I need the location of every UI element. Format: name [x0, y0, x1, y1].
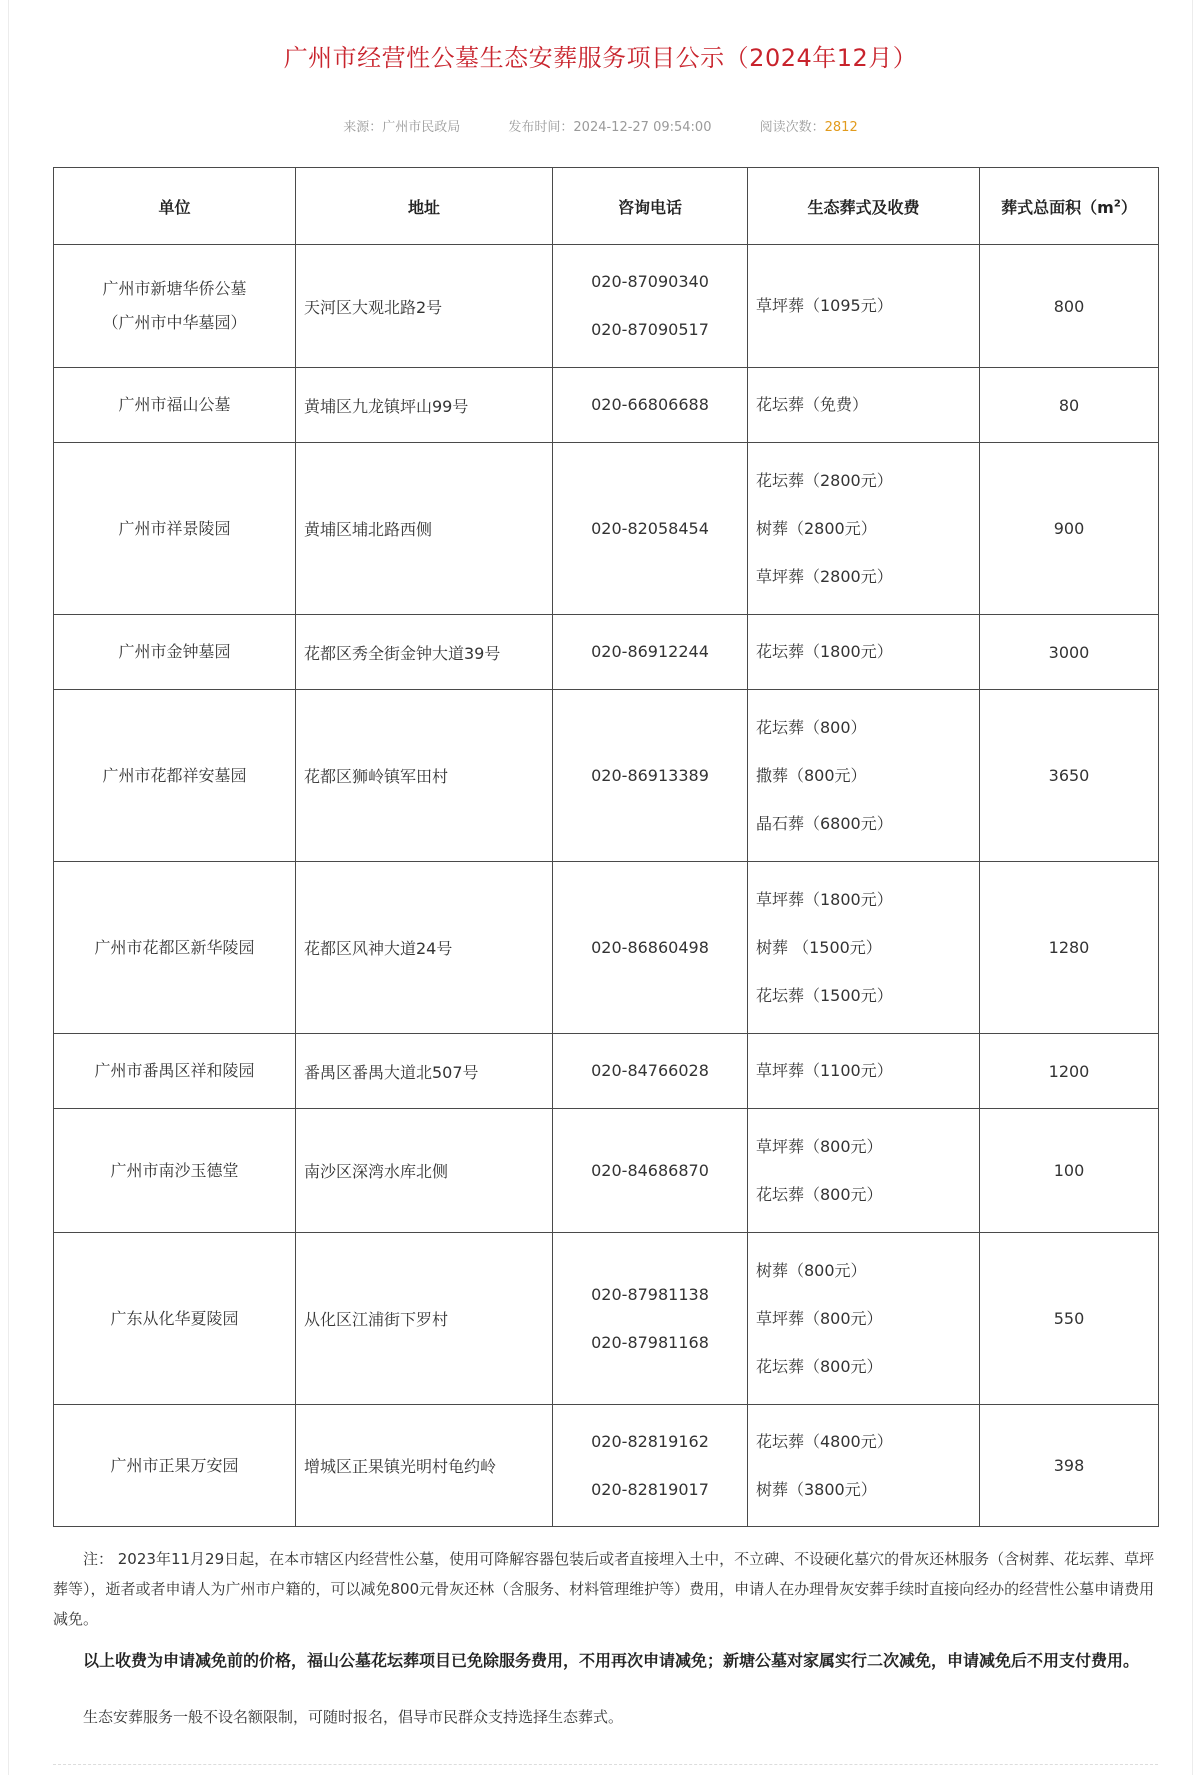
fee-cell	[748, 1034, 980, 1109]
phone-number: 020-87981168	[591, 1332, 709, 1352]
header-area-prefix: 葬式总面积（m	[1001, 197, 1114, 217]
publish-time: 发布时间：2024-12-27 09:54:00	[508, 120, 712, 135]
address-cell: 番禺区番禺大道北507号	[296, 1034, 553, 1109]
fee-cell	[748, 368, 980, 443]
table-row	[54, 1405, 1159, 1527]
unit-cell	[54, 1109, 296, 1233]
area-cell: 80	[980, 368, 1159, 443]
fee-cell	[748, 615, 980, 690]
read-count-label: 阅读次数：	[759, 120, 825, 135]
header-unit: 单位	[54, 168, 296, 245]
fee-cell	[748, 443, 980, 615]
policy-note: 注： 2023年11月29日起，在本市辖区内经营性公墓，使用可降解容器包装后或者直接埋入土中，不立碑、不设硬化墓穴的骨灰还林服务（含树葬、花坛葬、草坪葬等），逝者或者申请人为广州市户籍的，可以减免800元骨灰还林（含服务、材料管理维护等）费用，申请人在办理骨灰安葬手续时直接向经办的经营性公墓申请费用减免。	[53, 1550, 1155, 1628]
table-header-row	[54, 168, 1159, 245]
unit-name: 广东从化华夏陵园	[110, 1308, 239, 1328]
phone-cell	[553, 862, 748, 1034]
area-cell: 550	[980, 1233, 1159, 1405]
address-cell: 天河区大观北路2号	[296, 245, 553, 368]
unit-cell	[54, 1233, 296, 1405]
area-cell: 1200	[980, 1034, 1159, 1109]
table-row	[54, 862, 1159, 1034]
phone-number: 020-82819017	[591, 1479, 709, 1499]
fee-cell	[748, 1405, 980, 1527]
article-meta	[0, 116, 1201, 135]
address-cell: 花都区风神大道24号	[296, 862, 553, 1034]
fee-item: 花坛葬（2800元）	[756, 470, 893, 490]
fee-item: 花坛葬（800元）	[756, 1356, 883, 1376]
unit-cell	[54, 245, 296, 368]
unit-cell	[54, 1405, 296, 1527]
unit-cell	[54, 862, 296, 1034]
unit-name: 广州市福山公墓	[118, 395, 231, 414]
phone-cell	[553, 1405, 748, 1527]
unit-cell	[54, 1034, 296, 1109]
fee-item: 树葬（3800元）	[756, 1479, 877, 1499]
fee-item: 树葬（800元）	[756, 1260, 867, 1280]
closing-note: 生态安葬服务一般不设名额限制，可随时报名，倡导市民群众支持选择生态葬式。	[83, 1708, 624, 1726]
unit-name: 广州市祥景陵园	[118, 518, 231, 538]
fee-cell	[748, 690, 980, 862]
phone-number: 020-84766028	[591, 1061, 709, 1080]
address-cell: 增城区正果镇光明村龟约岭	[296, 1405, 553, 1527]
phone-number: 020-87090340	[591, 272, 709, 291]
area-cell: 1280	[980, 862, 1159, 1034]
phone-cell	[553, 368, 748, 443]
phone-number: 020-82058454	[591, 518, 709, 538]
fee-item: 花坛葬（1800元）	[756, 642, 893, 661]
table-row	[54, 245, 1159, 368]
header-service: 生态葬式及收费	[748, 168, 980, 245]
fee-cell	[748, 1109, 980, 1233]
table-row	[54, 690, 1159, 862]
fee-item: 花坛葬（800元）	[756, 1184, 883, 1204]
fee-item: 花坛葬（免费）	[756, 395, 869, 414]
fee-item: 草坪葬（1100元）	[756, 1061, 893, 1080]
service-table	[53, 167, 1159, 1527]
area-cell: 800	[980, 245, 1159, 368]
unit-name: 广州市南沙玉德堂	[110, 1160, 239, 1180]
area-cell: 100	[980, 1109, 1159, 1233]
fee-item: 草坪葬（1800元）	[756, 889, 893, 909]
unit-name: 广州市新塘华侨公墓	[102, 279, 247, 298]
phone-number: 020-87981138	[591, 1284, 709, 1304]
fee-cell	[748, 1233, 980, 1405]
phone-number: 020-86913389	[591, 765, 709, 785]
fee-cell	[748, 245, 980, 368]
fee-item: 撒葬（800元）	[756, 765, 867, 785]
phone-cell	[553, 1034, 748, 1109]
table-row	[54, 1233, 1159, 1405]
phone-number: 020-66806688	[591, 395, 709, 414]
fee-item: 草坪葬（1095元）	[756, 296, 893, 315]
phone-number: 020-82819162	[591, 1431, 709, 1451]
bottom-divider	[53, 1764, 1158, 1765]
address-cell: 南沙区深湾水库北侧	[296, 1109, 553, 1233]
address-cell: 从化区江浦街下罗村	[296, 1233, 553, 1405]
unit-name: 广州市正果万安园	[110, 1455, 239, 1475]
phone-number: 020-84686870	[591, 1160, 709, 1180]
fee-item: 花坛葬（4800元）	[756, 1431, 893, 1451]
phone-cell	[553, 615, 748, 690]
phone-number: 020-86860498	[591, 937, 709, 957]
fee-item: 树葬 （1500元）	[756, 937, 882, 957]
fee-item: 草坪葬（800元）	[756, 1308, 883, 1328]
address-cell: 花都区狮岭镇军田村	[296, 690, 553, 862]
price-note: 以上收费为申请减免前的价格，福山公墓花坛葬项目已免除服务费用，不用再次申请减免；新塘公墓对家属实行二次减免，申请减免后不用支付费用。	[83, 1651, 1140, 1670]
fee-item: 草坪葬（2800元）	[756, 566, 893, 586]
phone-cell	[553, 1233, 748, 1405]
read-count-value: 2812	[824, 120, 858, 135]
area-cell: 398	[980, 1405, 1159, 1527]
unit-cell	[54, 368, 296, 443]
fee-item: 草坪葬（800元）	[756, 1136, 883, 1156]
fee-cell	[748, 862, 980, 1034]
phone-cell	[553, 1109, 748, 1233]
phone-cell	[553, 690, 748, 862]
unit-cell	[54, 443, 296, 615]
phone-number: 020-86912244	[591, 642, 709, 661]
fee-item: 树葬（2800元）	[756, 518, 877, 538]
fee-item: 花坛葬（800）	[756, 717, 867, 737]
page-title: 广州市经营性公墓生态安葬服务项目公示（2024年12月）	[283, 44, 918, 72]
header-area-sup: 2	[1113, 198, 1121, 210]
address-cell: 花都区秀全街金钟大道39号	[296, 615, 553, 690]
phone-number: 020-87090517	[591, 320, 709, 339]
address-cell: 黄埔区九龙镇坪山99号	[296, 368, 553, 443]
table-row	[54, 443, 1159, 615]
header-phone: 咨询电话	[553, 168, 748, 245]
source-label: 来源：广州市民政局	[343, 120, 461, 135]
header-area	[980, 168, 1159, 245]
unit-name: 广州市番禺区祥和陵园	[94, 1061, 255, 1080]
unit-name: （广州市中华墓园）	[102, 313, 247, 332]
phone-cell	[553, 443, 748, 615]
area-cell: 3000	[980, 615, 1159, 690]
table-row	[54, 1109, 1159, 1233]
unit-name: 广州市花都区新华陵园	[94, 937, 255, 957]
area-cell: 900	[980, 443, 1159, 615]
address-cell: 黄埔区埔北路西侧	[296, 443, 553, 615]
unit-cell	[54, 615, 296, 690]
table-row	[54, 368, 1159, 443]
read-count-block	[760, 116, 858, 135]
unit-name: 广州市金钟墓园	[118, 642, 231, 661]
phone-cell	[553, 245, 748, 368]
header-address: 地址	[296, 168, 553, 245]
fee-item: 晶石葬（6800元）	[756, 813, 893, 833]
table-row	[54, 615, 1159, 690]
unit-name: 广州市花都祥安墓园	[102, 765, 247, 785]
fee-item: 花坛葬（1500元）	[756, 985, 893, 1005]
unit-cell	[54, 690, 296, 862]
table-row	[54, 1034, 1159, 1109]
area-cell: 3650	[980, 690, 1159, 862]
header-area-suffix: ）	[1120, 197, 1137, 217]
